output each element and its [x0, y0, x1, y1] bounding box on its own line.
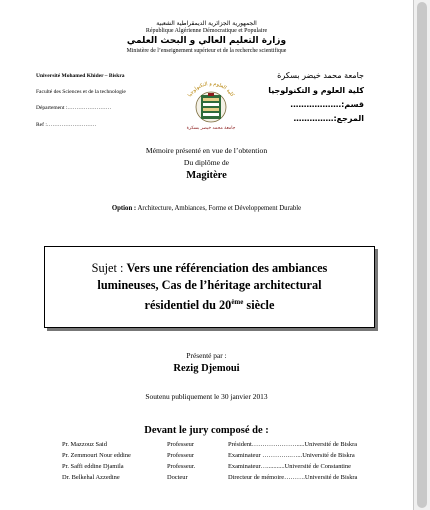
jury-member-name: Pr. Zemmouri Nour eddine — [62, 452, 131, 459]
department-french: Département :…………………… — [36, 105, 112, 111]
faculty-french: Faculté des Sciences et de la technologie — [36, 89, 126, 95]
ref-arabic: المرجع:…………… — [293, 114, 364, 123]
intro-line-1: Mémoire présenté en vue de l’obtention — [145, 146, 268, 155]
university-arabic: جامعة محمد خيضر بسكرة — [277, 71, 364, 80]
intro-line-2: Du diplôme de — [183, 158, 230, 167]
degree-title: Magitère — [186, 170, 227, 181]
subject-line-3b: siècle — [243, 298, 275, 313]
subject-superscript: ème — [231, 298, 244, 306]
jury-member-grade: Professeur. — [167, 463, 196, 470]
vertical-scrollbar[interactable] — [414, 0, 430, 510]
option-label: Option : — [111, 205, 137, 212]
jury-member-grade: Professeur — [167, 452, 194, 459]
jury-member-role: Examinateur …………..…...Université de Biskra — [228, 452, 355, 459]
ministry-french: Ministère de l’enseignement supérieur et de la recherche scientifique — [126, 48, 287, 54]
jury-member-grade: Professeur — [167, 441, 194, 448]
faculty-arabic: كلية العلوم و التكنولوجيا — [268, 86, 364, 95]
jury-member-role: Président………………….....Université de Biskra — [228, 441, 358, 448]
jury-member-name: Pr. Mazzouz Said — [62, 441, 107, 448]
ref-french: Ref :……………………… — [36, 122, 97, 128]
jury-member-role: Directeur de mémoire……….Université de Biskra — [228, 474, 358, 481]
option-text: Architecture, Ambiances, Forme et Développement Durable — [136, 205, 302, 212]
university-french: Université Mohamed Khider – Biskra — [36, 73, 125, 79]
university-logo — [179, 77, 243, 133]
author-name: Rezig Djemoui — [173, 363, 240, 374]
scrollbar-thumb[interactable] — [417, 2, 427, 508]
option-line — [0, 205, 413, 212]
jury-member-grade: Docteur — [167, 474, 188, 481]
subject-box — [44, 246, 375, 328]
subject-label: Sujet : — [91, 261, 127, 275]
jury-member-name: Pr. Saffi eddine Djamila — [62, 463, 124, 470]
defense-date: Soutenu publiquement le 30 janvier 2013 — [145, 392, 268, 401]
presented-label: Présenté par : — [186, 351, 227, 360]
republic-french: République Algérienne Démocratique et Populaire — [145, 28, 268, 34]
subject-line-2: lumineuses, Cas de l’héritage architectural — [97, 278, 322, 292]
department-arabic: قسم:………………. — [290, 100, 364, 109]
logo-bottom-text: جامعة محمد خيضر بسكرة — [186, 126, 236, 131]
republic-arabic: الجمهورية الجزائرية الديمقراطية الشعبية — [156, 20, 257, 27]
jury-title: Devant le jury composé de : — [144, 425, 269, 436]
subject-line-1: Vers une référenciation des ambiances — [126, 261, 328, 275]
subject-line-3a: résidentiel du 20 — [144, 298, 232, 313]
jury-member-role: Examinateur…...........Université de Constantine — [228, 463, 351, 470]
ministry-arabic: وزارة التعليم العالي و البحث العلمي — [126, 36, 287, 46]
logo-arc-text: كلية العلوم و التكنولوجيا — [186, 80, 236, 99]
jury-member-name: Dr. Belkehal Azzedine — [62, 474, 120, 481]
